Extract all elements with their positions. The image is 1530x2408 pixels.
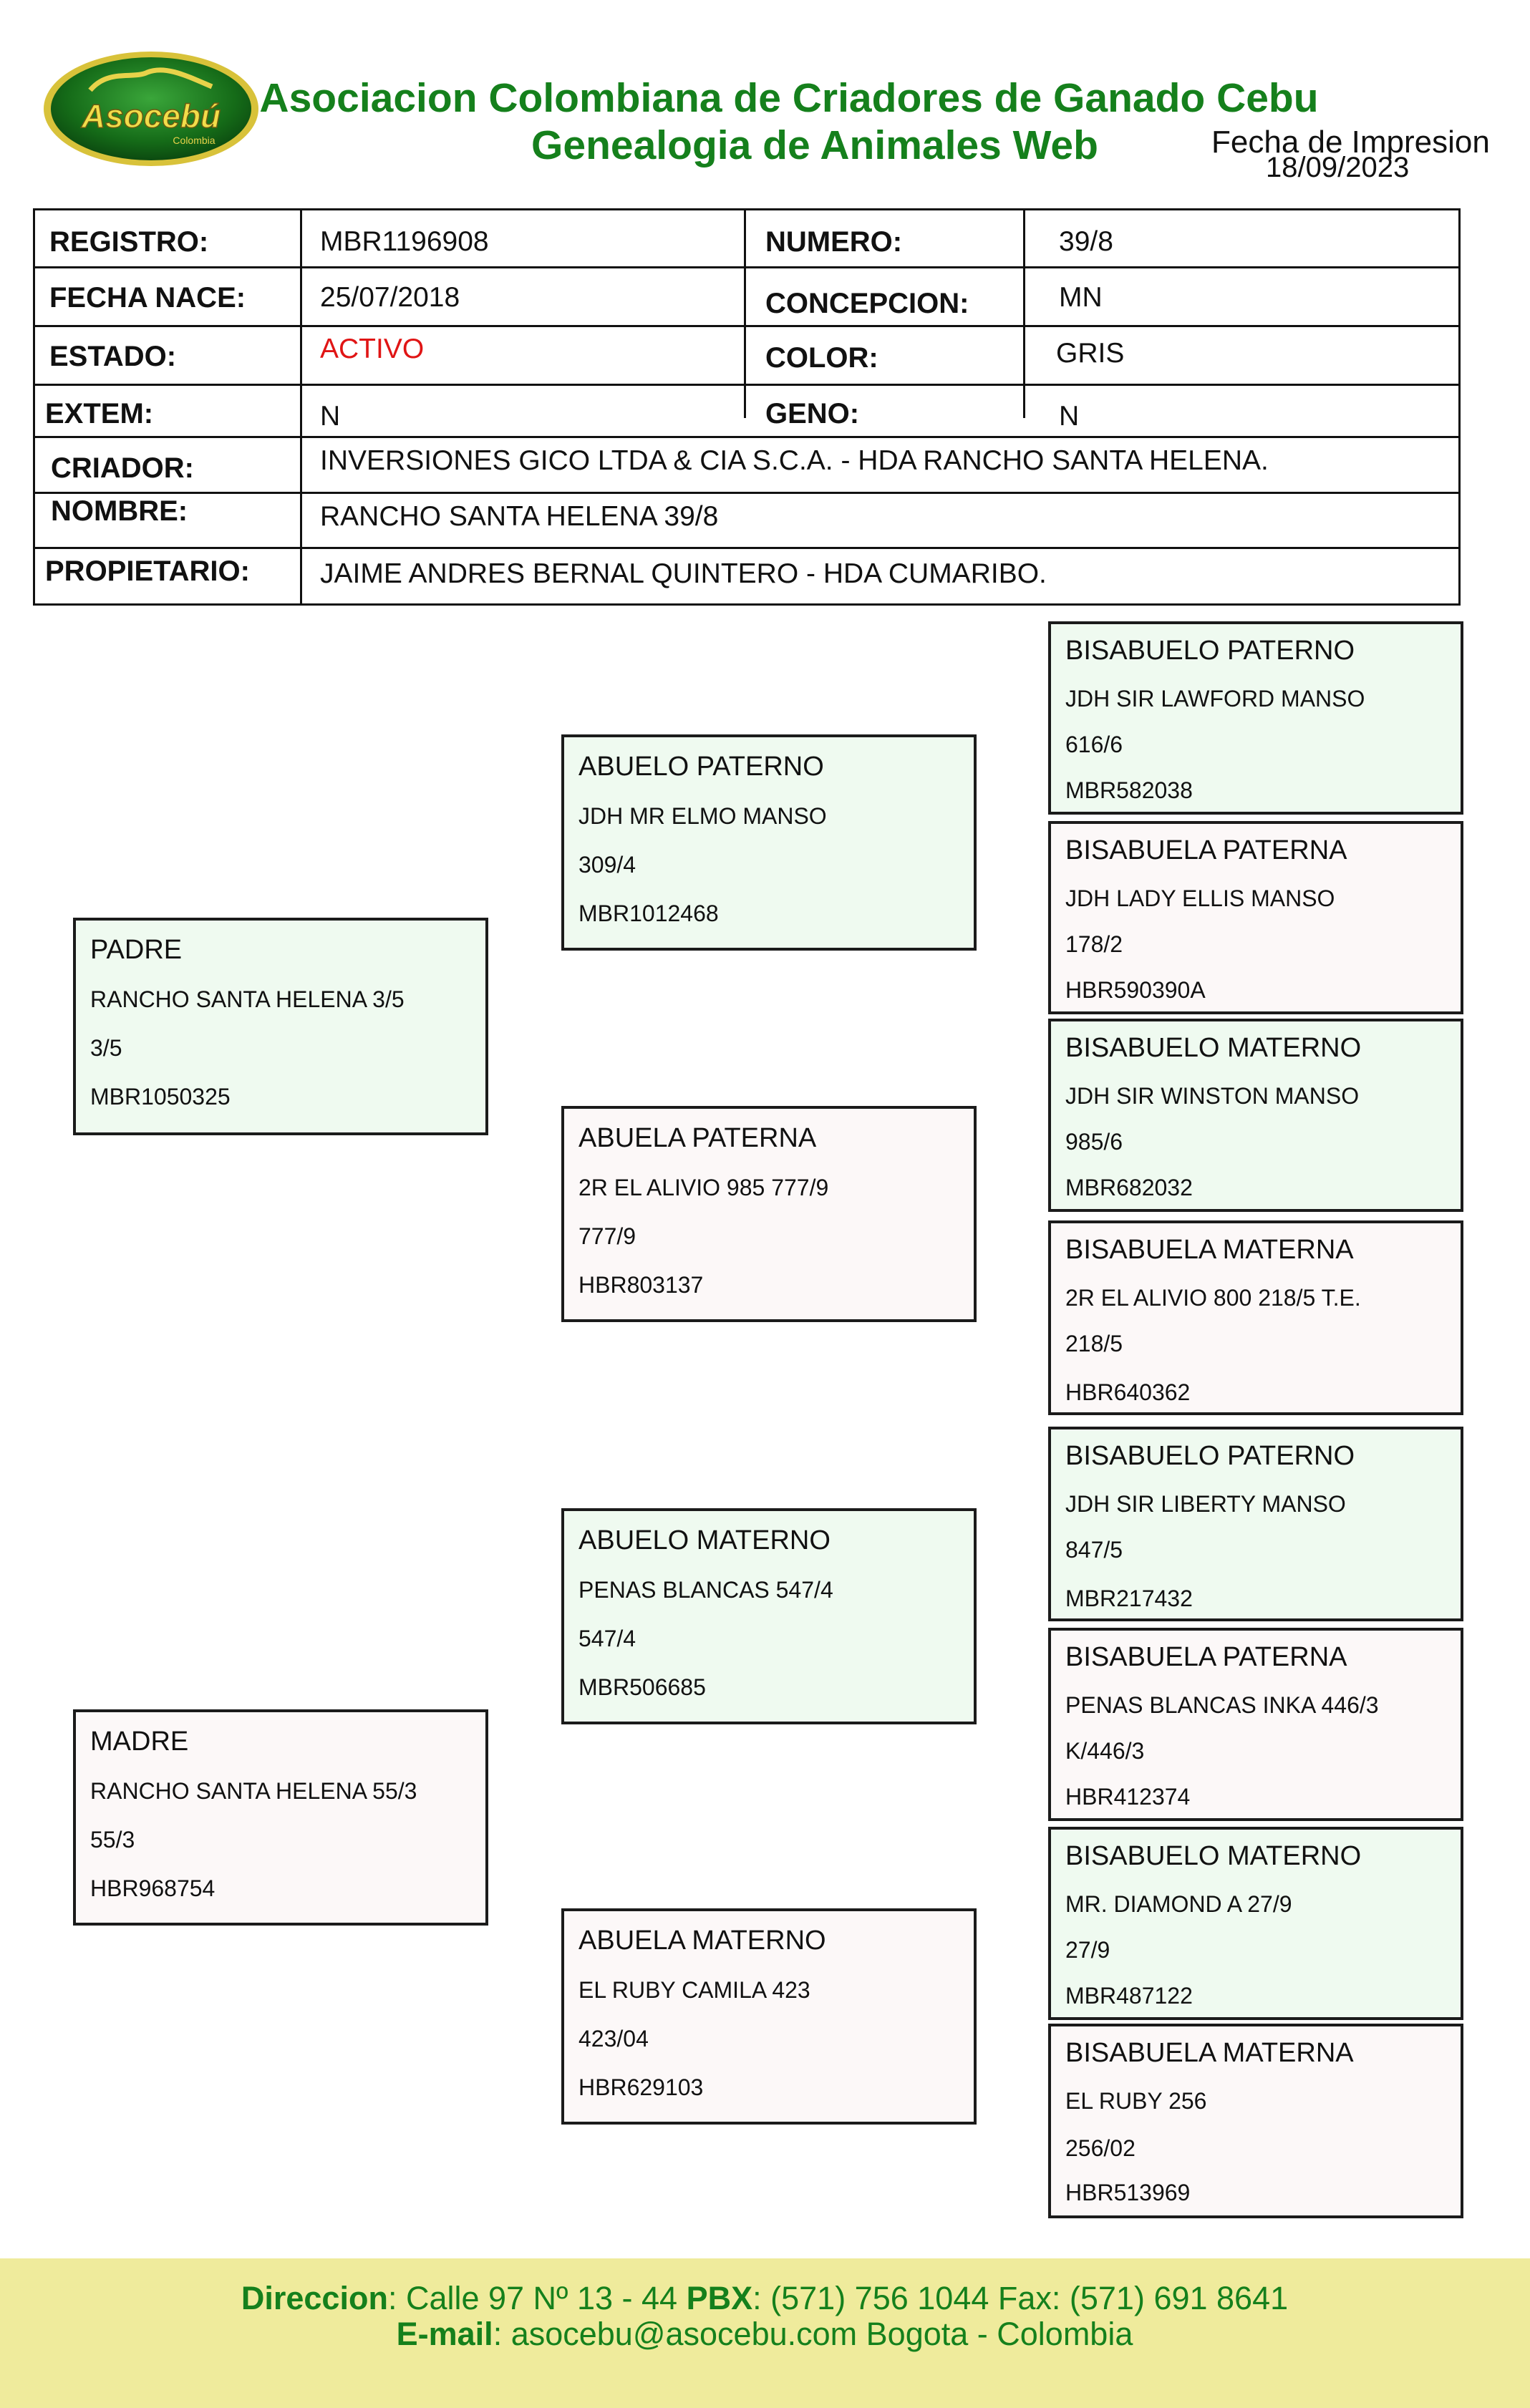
- madre-name: RANCHO SANTA HELENA 55/3: [90, 1778, 417, 1804]
- footer-email: [397, 2316, 1133, 2353]
- bisabuela-number: K/446/3: [1065, 1738, 1145, 1764]
- padre-registro: MBR1050325: [90, 1084, 231, 1110]
- logo-subtext: Colombia: [173, 135, 216, 146]
- abuelo-paterno-registro: MBR1012468: [578, 900, 719, 926]
- numero-label: NUMERO:: [765, 226, 903, 258]
- bisabuelo-title: BISABUELO MATERNO: [1065, 1841, 1362, 1871]
- email-label: E-mail: [396, 2316, 493, 2352]
- bisabuelo-title: BISABUELO PATERNO: [1065, 636, 1355, 666]
- logo-text: Asocebú: [81, 97, 221, 135]
- bisabuelo-name: JDH SIR LAWFORD MANSO: [1065, 686, 1365, 712]
- bisabuela-registro: HBR513969: [1065, 2180, 1191, 2205]
- bisabuelo-box: [1048, 1827, 1463, 2020]
- abuela-materna-box: [561, 1908, 977, 2125]
- bisabuelo-registro: MBR582038: [1065, 777, 1193, 803]
- estado-label: ESTADO:: [49, 341, 177, 372]
- bisabuela-number: 256/02: [1065, 2135, 1136, 2161]
- madre-title: MADRE: [90, 1727, 189, 1757]
- bisabuela-box: [1048, 821, 1463, 1014]
- bisabuelo-box: [1048, 621, 1463, 815]
- extem-label: EXTEM:: [45, 398, 154, 429]
- abuela-materna-title: ABUELA MATERNO: [578, 1926, 826, 1956]
- abuelo-paterno-name: JDH MR ELMO MANSO: [578, 803, 827, 829]
- geno-label: GENO:: [765, 398, 860, 429]
- numero-value: 39/8: [1059, 226, 1113, 257]
- bisabuela-registro: HBR640362: [1065, 1379, 1191, 1405]
- bisabuela-title: BISABUELA PATERNA: [1065, 1642, 1347, 1672]
- bisabuela-box: [1048, 1628, 1463, 1821]
- propietario-value: JAIME ANDRES BERNAL QUINTERO - HDA CUMARIBO.: [320, 558, 1047, 589]
- bisabuelo-number: 847/5: [1065, 1537, 1123, 1563]
- bisabuela-name: PENAS BLANCAS INKA 446/3: [1065, 1692, 1379, 1718]
- bisabuela-name: EL RUBY 256: [1065, 2088, 1207, 2114]
- pbx-value: : (571) 756 1044 Fax: (571) 691 8641: [752, 2280, 1289, 2316]
- abuela-materna-registro: HBR629103: [578, 2074, 704, 2100]
- abuelo-materno-title: ABUELO MATERNO: [578, 1525, 831, 1555]
- bisabuela-title: BISABUELA MATERNA: [1065, 2038, 1354, 2068]
- bisabuelo-name: MR. DIAMOND A 27/9: [1065, 1891, 1292, 1917]
- abuela-paterna-name: 2R EL ALIVIO 985 777/9: [578, 1175, 829, 1200]
- print-date: 18/09/2023: [1266, 152, 1410, 183]
- bisabuela-name: JDH LADY ELLIS MANSO: [1065, 885, 1335, 911]
- animal-info-table: [33, 208, 1461, 606]
- registro-value: MBR1196908: [320, 226, 489, 257]
- fecha-nace-value: 25/07/2018: [320, 282, 460, 313]
- concepcion-label: CONCEPCION:: [765, 288, 969, 319]
- asocebu-logo: [40, 47, 262, 169]
- bisabuela-title: BISABUELA MATERNA: [1065, 1235, 1354, 1265]
- bisabuela-title: BISABUELA PATERNA: [1065, 835, 1347, 865]
- registro-label: REGISTRO:: [49, 226, 209, 258]
- abuelo-paterno-title: ABUELO PATERNO: [578, 752, 824, 782]
- padre-name: RANCHO SANTA HELENA 3/5: [90, 986, 405, 1012]
- abuelo-paterno-number: 309/4: [578, 852, 636, 878]
- nombre-value: RANCHO SANTA HELENA 39/8: [320, 501, 719, 532]
- bisabuelo-number: 616/6: [1065, 732, 1123, 757]
- criador-label: CRIADOR:: [51, 452, 194, 484]
- footer: [0, 2258, 1530, 2408]
- criador-value: INVERSIONES GICO LTDA & CIA S.C.A. - HDA RANCHO SANTA HELENA.: [320, 445, 1269, 476]
- footer-address: [241, 2280, 1288, 2317]
- abuela-paterna-title: ABUELA PATERNA: [578, 1123, 817, 1153]
- page-title: Asociacion Colombiana de Criadores de Ganado Cebu: [259, 75, 1319, 121]
- abuela-materna-number: 423/04: [578, 2026, 649, 2052]
- geno-value: N: [1059, 401, 1080, 432]
- madre-box: [73, 1709, 488, 1926]
- bisabuelo-registro: MBR487122: [1065, 1983, 1193, 2009]
- bisabuelo-number: 27/9: [1065, 1937, 1110, 1963]
- color-label: COLOR:: [765, 342, 878, 374]
- concepcion-value: MN: [1059, 282, 1103, 313]
- padre-title: PADRE: [90, 935, 183, 965]
- bisabuelo-title: BISABUELO PATERNO: [1065, 1441, 1355, 1471]
- email-value[interactable]: : asocebu@asocebu.com Bogota - Colombia: [493, 2316, 1133, 2352]
- extem-value: N: [320, 401, 341, 432]
- abuela-materna-name: EL RUBY CAMILA 423: [578, 1977, 810, 2003]
- bisabuelo-name: JDH SIR LIBERTY MANSO: [1065, 1491, 1346, 1517]
- bisabuelo-number: 985/6: [1065, 1129, 1123, 1155]
- madre-number: 55/3: [90, 1827, 135, 1853]
- bisabuelo-registro: MBR682032: [1065, 1175, 1193, 1200]
- direccion-label: Direccion: [241, 2280, 388, 2316]
- abuelo-materno-box: [561, 1508, 977, 1724]
- print-date-label: Fecha de Impresion: [1211, 125, 1490, 160]
- direccion-value: : Calle 97 Nº 13 - 44: [387, 2280, 687, 2316]
- bisabuela-name: 2R EL ALIVIO 800 218/5 T.E.: [1065, 1285, 1361, 1311]
- fecha-nace-label: FECHA NACE:: [49, 282, 246, 314]
- abuelo-materno-name: PENAS BLANCAS 547/4: [578, 1577, 833, 1603]
- abuelo-materno-number: 547/4: [578, 1626, 636, 1651]
- bisabuelo-box: [1048, 1427, 1463, 1621]
- estado-value: ACTIVO: [320, 334, 425, 364]
- padre-number: 3/5: [90, 1035, 122, 1061]
- bisabuela-box: [1048, 1220, 1463, 1415]
- abuelo-paterno-box: [561, 734, 977, 951]
- abuela-paterna-box: [561, 1106, 977, 1322]
- bisabuela-box: [1048, 2024, 1463, 2218]
- propietario-label: PROPIETARIO:: [45, 555, 250, 587]
- bisabuela-registro: HBR412374: [1065, 1784, 1191, 1810]
- abuela-paterna-registro: HBR803137: [578, 1272, 704, 1298]
- color-value: GRIS: [1056, 338, 1125, 369]
- abuelo-materno-registro: MBR506685: [578, 1674, 706, 1700]
- nombre-label: NOMBRE:: [51, 495, 188, 527]
- padre-box: [73, 918, 488, 1135]
- bisabuelo-name: JDH SIR WINSTON MANSO: [1065, 1083, 1360, 1109]
- bisabuelo-box: [1048, 1019, 1463, 1212]
- bisabuela-number: 218/5: [1065, 1331, 1123, 1356]
- bisabuelo-registro: MBR217432: [1065, 1586, 1193, 1611]
- bisabuela-number: 178/2: [1065, 931, 1123, 957]
- page-subtitle: Genealogia de Animales Web: [531, 122, 1098, 168]
- pbx-label: PBX: [686, 2280, 753, 2316]
- madre-registro: HBR968754: [90, 1875, 216, 1901]
- bisabuela-registro: HBR590390A: [1065, 977, 1206, 1003]
- abuela-paterna-number: 777/9: [578, 1223, 636, 1249]
- bisabuelo-title: BISABUELO MATERNO: [1065, 1033, 1362, 1063]
